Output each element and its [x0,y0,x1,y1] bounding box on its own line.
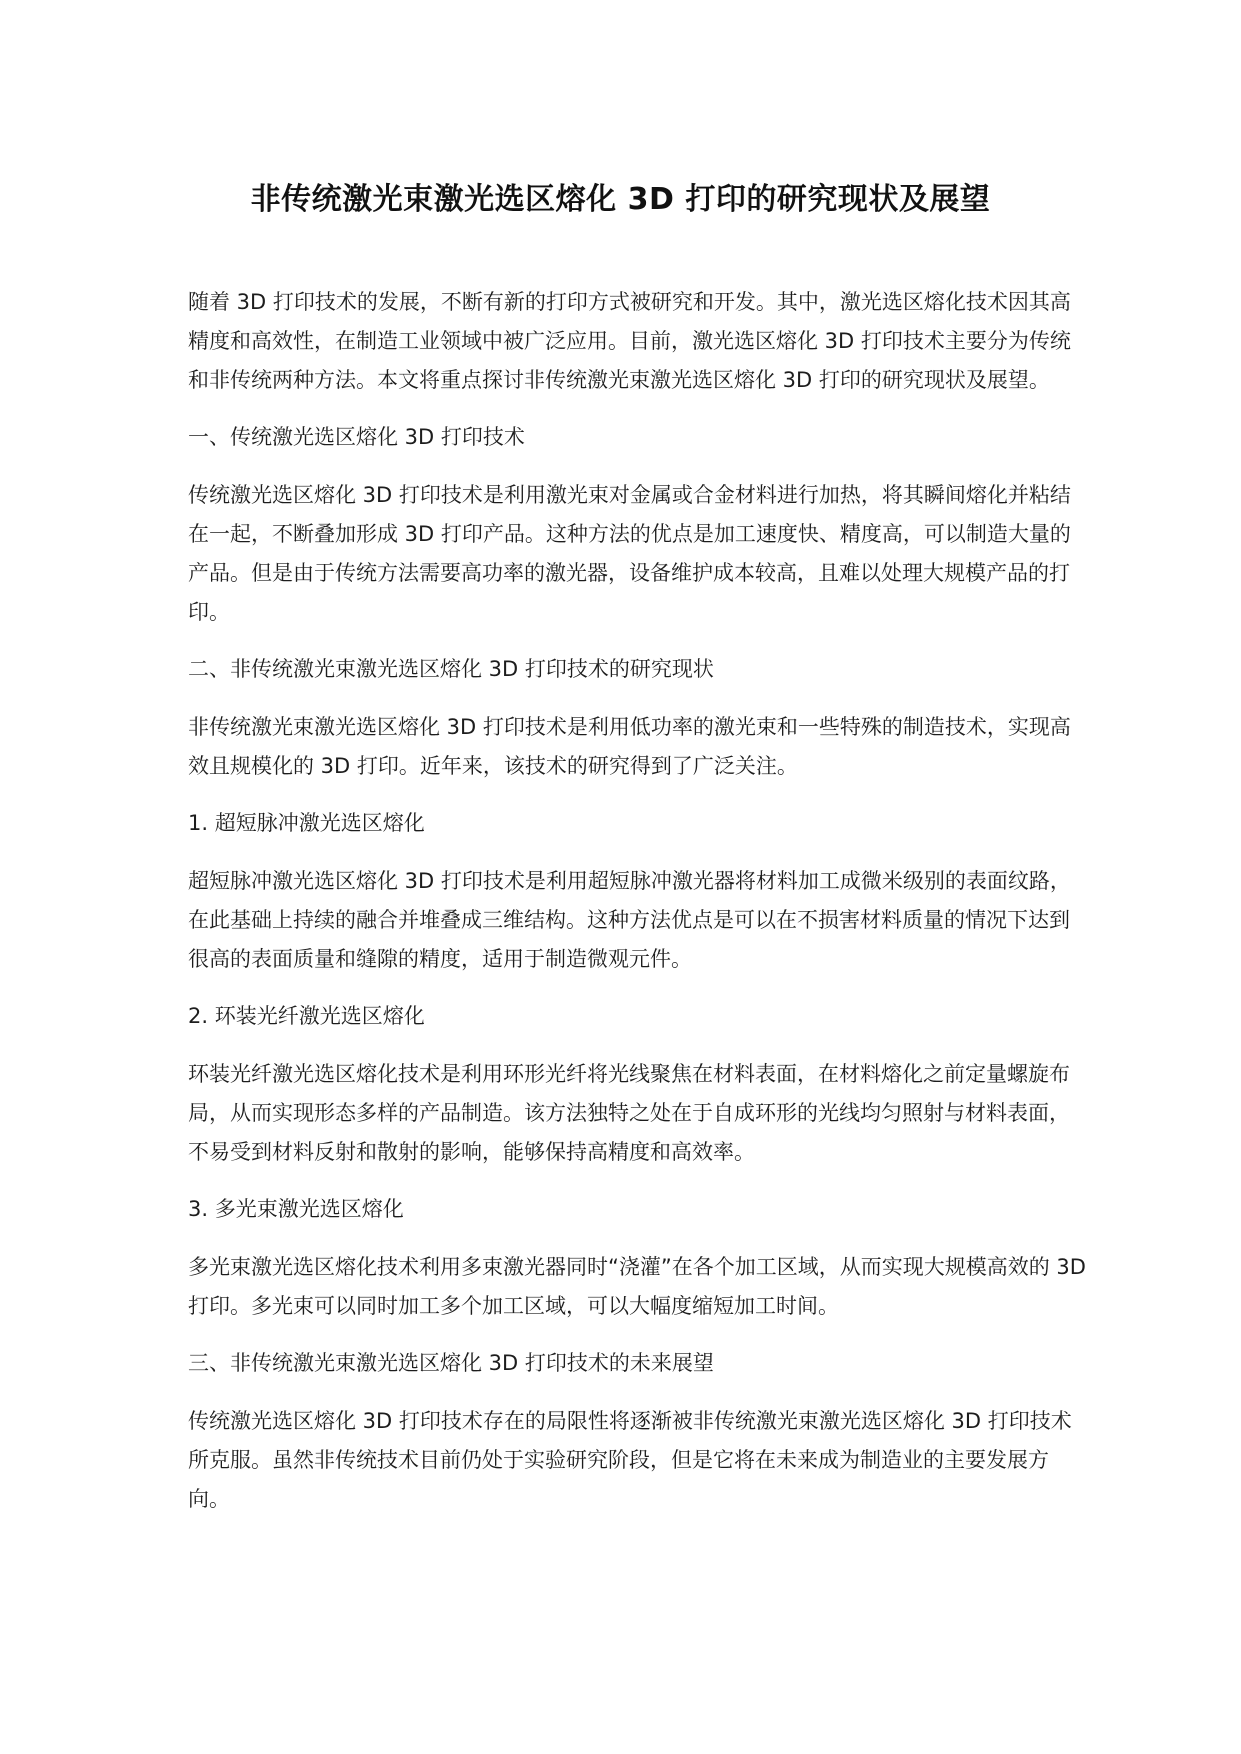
subsection-1-heading: 1. 超短脉冲激光选区熔化 [188,811,425,835]
document-title: 非传统激光束激光选区熔化 3D 打印的研究现状及展望 [250,182,991,217]
subsection-3-paragraph: 多光束激光选区熔化技术利用多束激光器同时“浇灌”在各个加工区域，从而实现大规模高效的 3D 打印。多光束可以同时加工多个加工区域，可以大幅度缩短加工时间。 [188,1255,1086,1318]
section-1-paragraph: 传统激光选区熔化 3D 打印技术是利用激光束对金属或合金材料进行加热，将其瞬间熔化并粘结在一起，不断叠加形成 3D 打印产品。这种方法的优点是加工速度快、精度高，可以制造大量的产品。但是由于传统方法需要高功率的激光器，设备维护成本较高，且难以处理大规模产品的打印。 [188,483,1071,624]
subsection-3-heading: 3. 多光束激光选区熔化 [188,1197,404,1221]
subsection-2-paragraph: 环装光纤激光选区熔化技术是利用环形光纤将光线聚焦在材料表面，在材料熔化之前定量螺旋布局，从而实现形态多样的产品制造。该方法独特之处在于自成环形的光线均匀照射与材料表面，不易受到材料反射和散射的影响，能够保持高精度和高效率。 [188,1062,1070,1164]
subsection-2-heading: 2. 环装光纤激光选区熔化 [188,1004,425,1028]
section-3-heading: 三、非传统激光束激光选区熔化 3D 打印技术的未来展望 [188,1351,714,1375]
section-2-paragraph: 非传统激光束激光选区熔化 3D 打印技术是利用低功率的激光束和一些特殊的制造技术，实现高效且规模化的 3D 打印。近年来，该技术的研究得到了广泛关注。 [188,715,1071,778]
intro-paragraph: 随着 3D 打印技术的发展，不断有新的打印方式被研究和开发。其中，激光选区熔化技术因其高精度和高效性，在制造工业领域中被广泛应用。目前，激光选区熔化 3D 打印技术主要分为传统和非传统两种方法。本文将重点探讨非传统激光束激光选区熔化 3D 打印的研究现状及展望。 [188,290,1071,392]
section-3-paragraph: 传统激光选区熔化 3D 打印技术存在的局限性将逐渐被非传统激光束激光选区熔化 3D 打印技术所克服。虽然非传统技术目前仍处于实验研究阶段，但是它将在未来成为制造业的主要发展方向。 [188,1409,1072,1511]
subsection-1-paragraph: 超短脉冲激光选区熔化 3D 打印技术是利用超短脉冲激光器将材料加工成微米级别的表面纹路，在此基础上持续的融合并堆叠成三维结构。这种方法优点是可以在不损害材料质量的情况下达到很高的表面质量和缝隙的精度，适用于制造微观元件。 [188,869,1071,971]
section-1-heading: 一、传统激光选区熔化 3D 打印技术 [188,425,525,449]
document-body [188,283,1088,1537]
section-2-heading: 二、非传统激光束激光选区熔化 3D 打印技术的研究现状 [188,657,714,681]
